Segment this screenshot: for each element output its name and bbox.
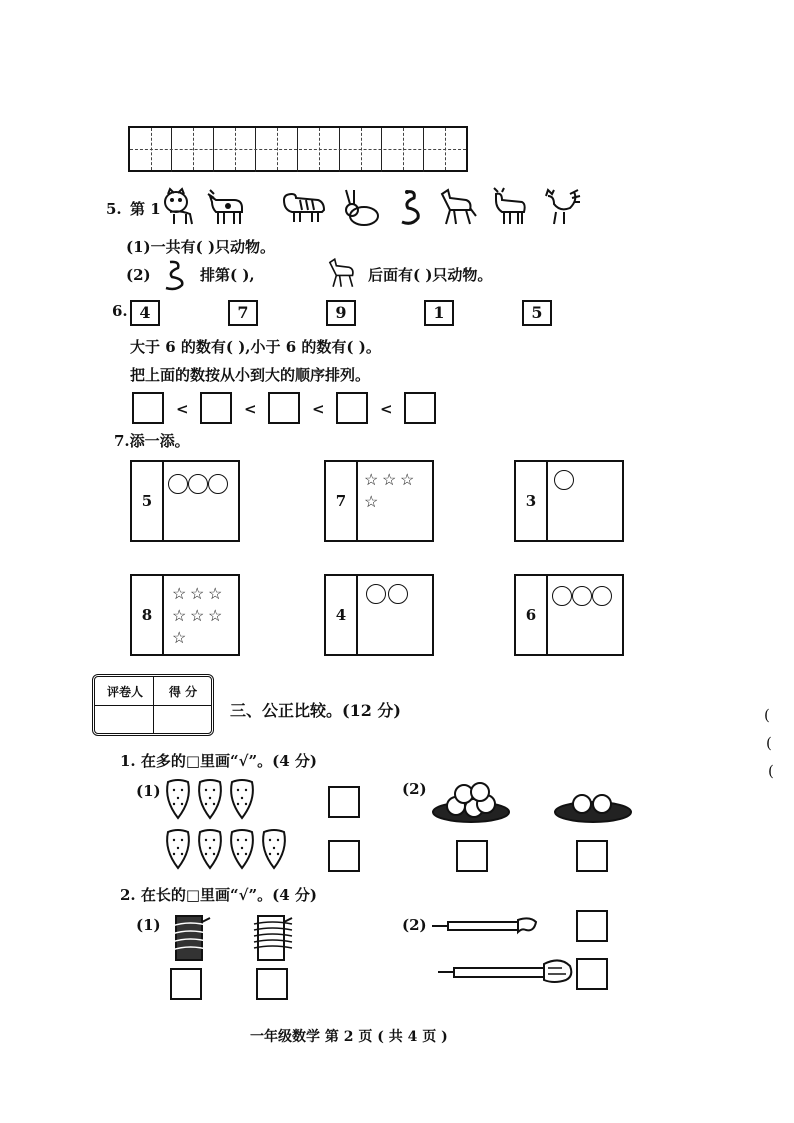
paintbrush-icon: [436, 956, 576, 988]
q2-part2: (2): [402, 916, 427, 934]
q7-title: 7.添一添。: [114, 432, 190, 450]
add-panel[interactable]: [324, 574, 434, 656]
circle-icon: [168, 474, 188, 494]
add-panel[interactable]: [324, 460, 434, 542]
paintbrush-icon: [430, 914, 540, 938]
answer-box[interactable]: [170, 968, 202, 1000]
tiger-icon: [280, 186, 328, 228]
number-card: 5: [522, 300, 552, 326]
edge-mark: (: [768, 762, 774, 780]
q6-line1: 大于 6 的数有( ),小于 6 的数有( )。: [130, 338, 381, 356]
panel-number: 7: [335, 492, 347, 510]
horse-icon: [324, 256, 360, 290]
answer-box[interactable]: [576, 840, 608, 872]
q5-line2-prefix: (2): [126, 266, 151, 284]
add-panel[interactable]: [514, 574, 624, 656]
q5-number: 5.: [106, 200, 122, 218]
rabbit-icon: [340, 186, 382, 228]
answer-box[interactable]: [200, 392, 232, 424]
horse-icon: [436, 186, 478, 228]
panel-number: 8: [141, 606, 153, 624]
star-icon: ☆: [382, 470, 397, 489]
less-than-sign: <: [312, 400, 325, 418]
score-box: [92, 674, 214, 736]
star-icon: ☆: [172, 628, 187, 647]
add-panel[interactable]: [514, 460, 624, 542]
cow-icon: [206, 186, 248, 228]
q1-part2: (2): [402, 780, 427, 798]
star-icon: ☆: [208, 584, 223, 603]
answer-box[interactable]: [404, 392, 436, 424]
answer-box[interactable]: [268, 392, 300, 424]
circle-icon: [388, 584, 408, 604]
strawberry-icon: [162, 826, 292, 872]
q1-part1: (1): [136, 782, 161, 800]
panel-number: 4: [335, 606, 347, 624]
snake-icon: [396, 186, 428, 228]
number-card: 4: [130, 300, 160, 326]
section3-q2: 2. 在长的□里画“√”。(4 分): [120, 886, 318, 904]
answer-box[interactable]: [336, 392, 368, 424]
star-icon: ☆: [208, 606, 223, 625]
panel-number: 5: [141, 492, 153, 510]
q6-number: 6.: [112, 302, 128, 320]
circle-icon: [554, 470, 574, 490]
section3-q1: 1. 在多的□里画“√”。(4 分): [120, 752, 318, 770]
snake-icon: [162, 258, 192, 292]
answer-box[interactable]: [328, 840, 360, 872]
star-icon: ☆: [364, 492, 379, 511]
q2-part1: (1): [136, 916, 161, 934]
score-box-reviewer: 评卷人: [106, 685, 143, 699]
star-icon: ☆: [190, 606, 205, 625]
circle-icon: [188, 474, 208, 494]
circle-icon: [572, 586, 592, 606]
q5-line2-mid: 排第( ),: [200, 266, 255, 284]
star-icon: ☆: [190, 584, 205, 603]
star-icon: ☆: [400, 470, 415, 489]
score-box-score: 得 分: [168, 685, 198, 699]
q6-line2: 把上面的数按从小到大的顺序排列。: [130, 366, 371, 384]
edge-mark: (: [766, 734, 772, 752]
panel-number: 6: [525, 606, 537, 624]
rooster-icon: [540, 186, 582, 228]
section3-title: 三、公正比较。(12 分): [230, 701, 401, 720]
goat-icon: [490, 186, 532, 228]
number-card: 1: [424, 300, 454, 326]
circle-icon: [592, 586, 612, 606]
circle-icon: [366, 584, 386, 604]
star-icon: ☆: [172, 584, 187, 603]
answer-box[interactable]: [132, 392, 164, 424]
less-than-sign: <: [176, 400, 189, 418]
answer-box[interactable]: [576, 958, 608, 990]
circle-icon: [208, 474, 228, 494]
answer-box[interactable]: [328, 786, 360, 818]
number-card: 9: [326, 300, 356, 326]
less-than-sign: <: [244, 400, 257, 418]
add-panel[interactable]: [130, 460, 240, 542]
panel-number: 3: [525, 492, 537, 510]
fruit-plate-icon: [430, 778, 512, 826]
q5-line1: (1)一共有( )只动物。: [126, 238, 276, 256]
fruit-plate-icon: [552, 782, 634, 826]
less-than-sign: <: [380, 400, 393, 418]
q5-lead: 第 1: [130, 200, 161, 218]
add-panel[interactable]: [130, 574, 240, 656]
answer-box[interactable]: [576, 910, 608, 942]
strawberry-icon: [162, 776, 260, 822]
circle-icon: [552, 586, 572, 606]
answer-box[interactable]: [256, 968, 288, 1000]
star-icon: ☆: [364, 470, 379, 489]
wrapped-cylinder-icon: [170, 912, 214, 964]
number-card: 7: [228, 300, 258, 326]
star-icon: ☆: [172, 606, 187, 625]
wrapped-cylinder-icon: [252, 912, 296, 964]
answer-box[interactable]: [456, 840, 488, 872]
page-footer: 一年级数学 第 2 页 ( 共 4 页 ): [250, 1029, 448, 1045]
tiger-icon: [160, 186, 202, 228]
q5-line2-end: 后面有( )只动物。: [368, 266, 493, 284]
practice-grid: [128, 126, 468, 172]
edge-mark: (: [764, 706, 770, 724]
